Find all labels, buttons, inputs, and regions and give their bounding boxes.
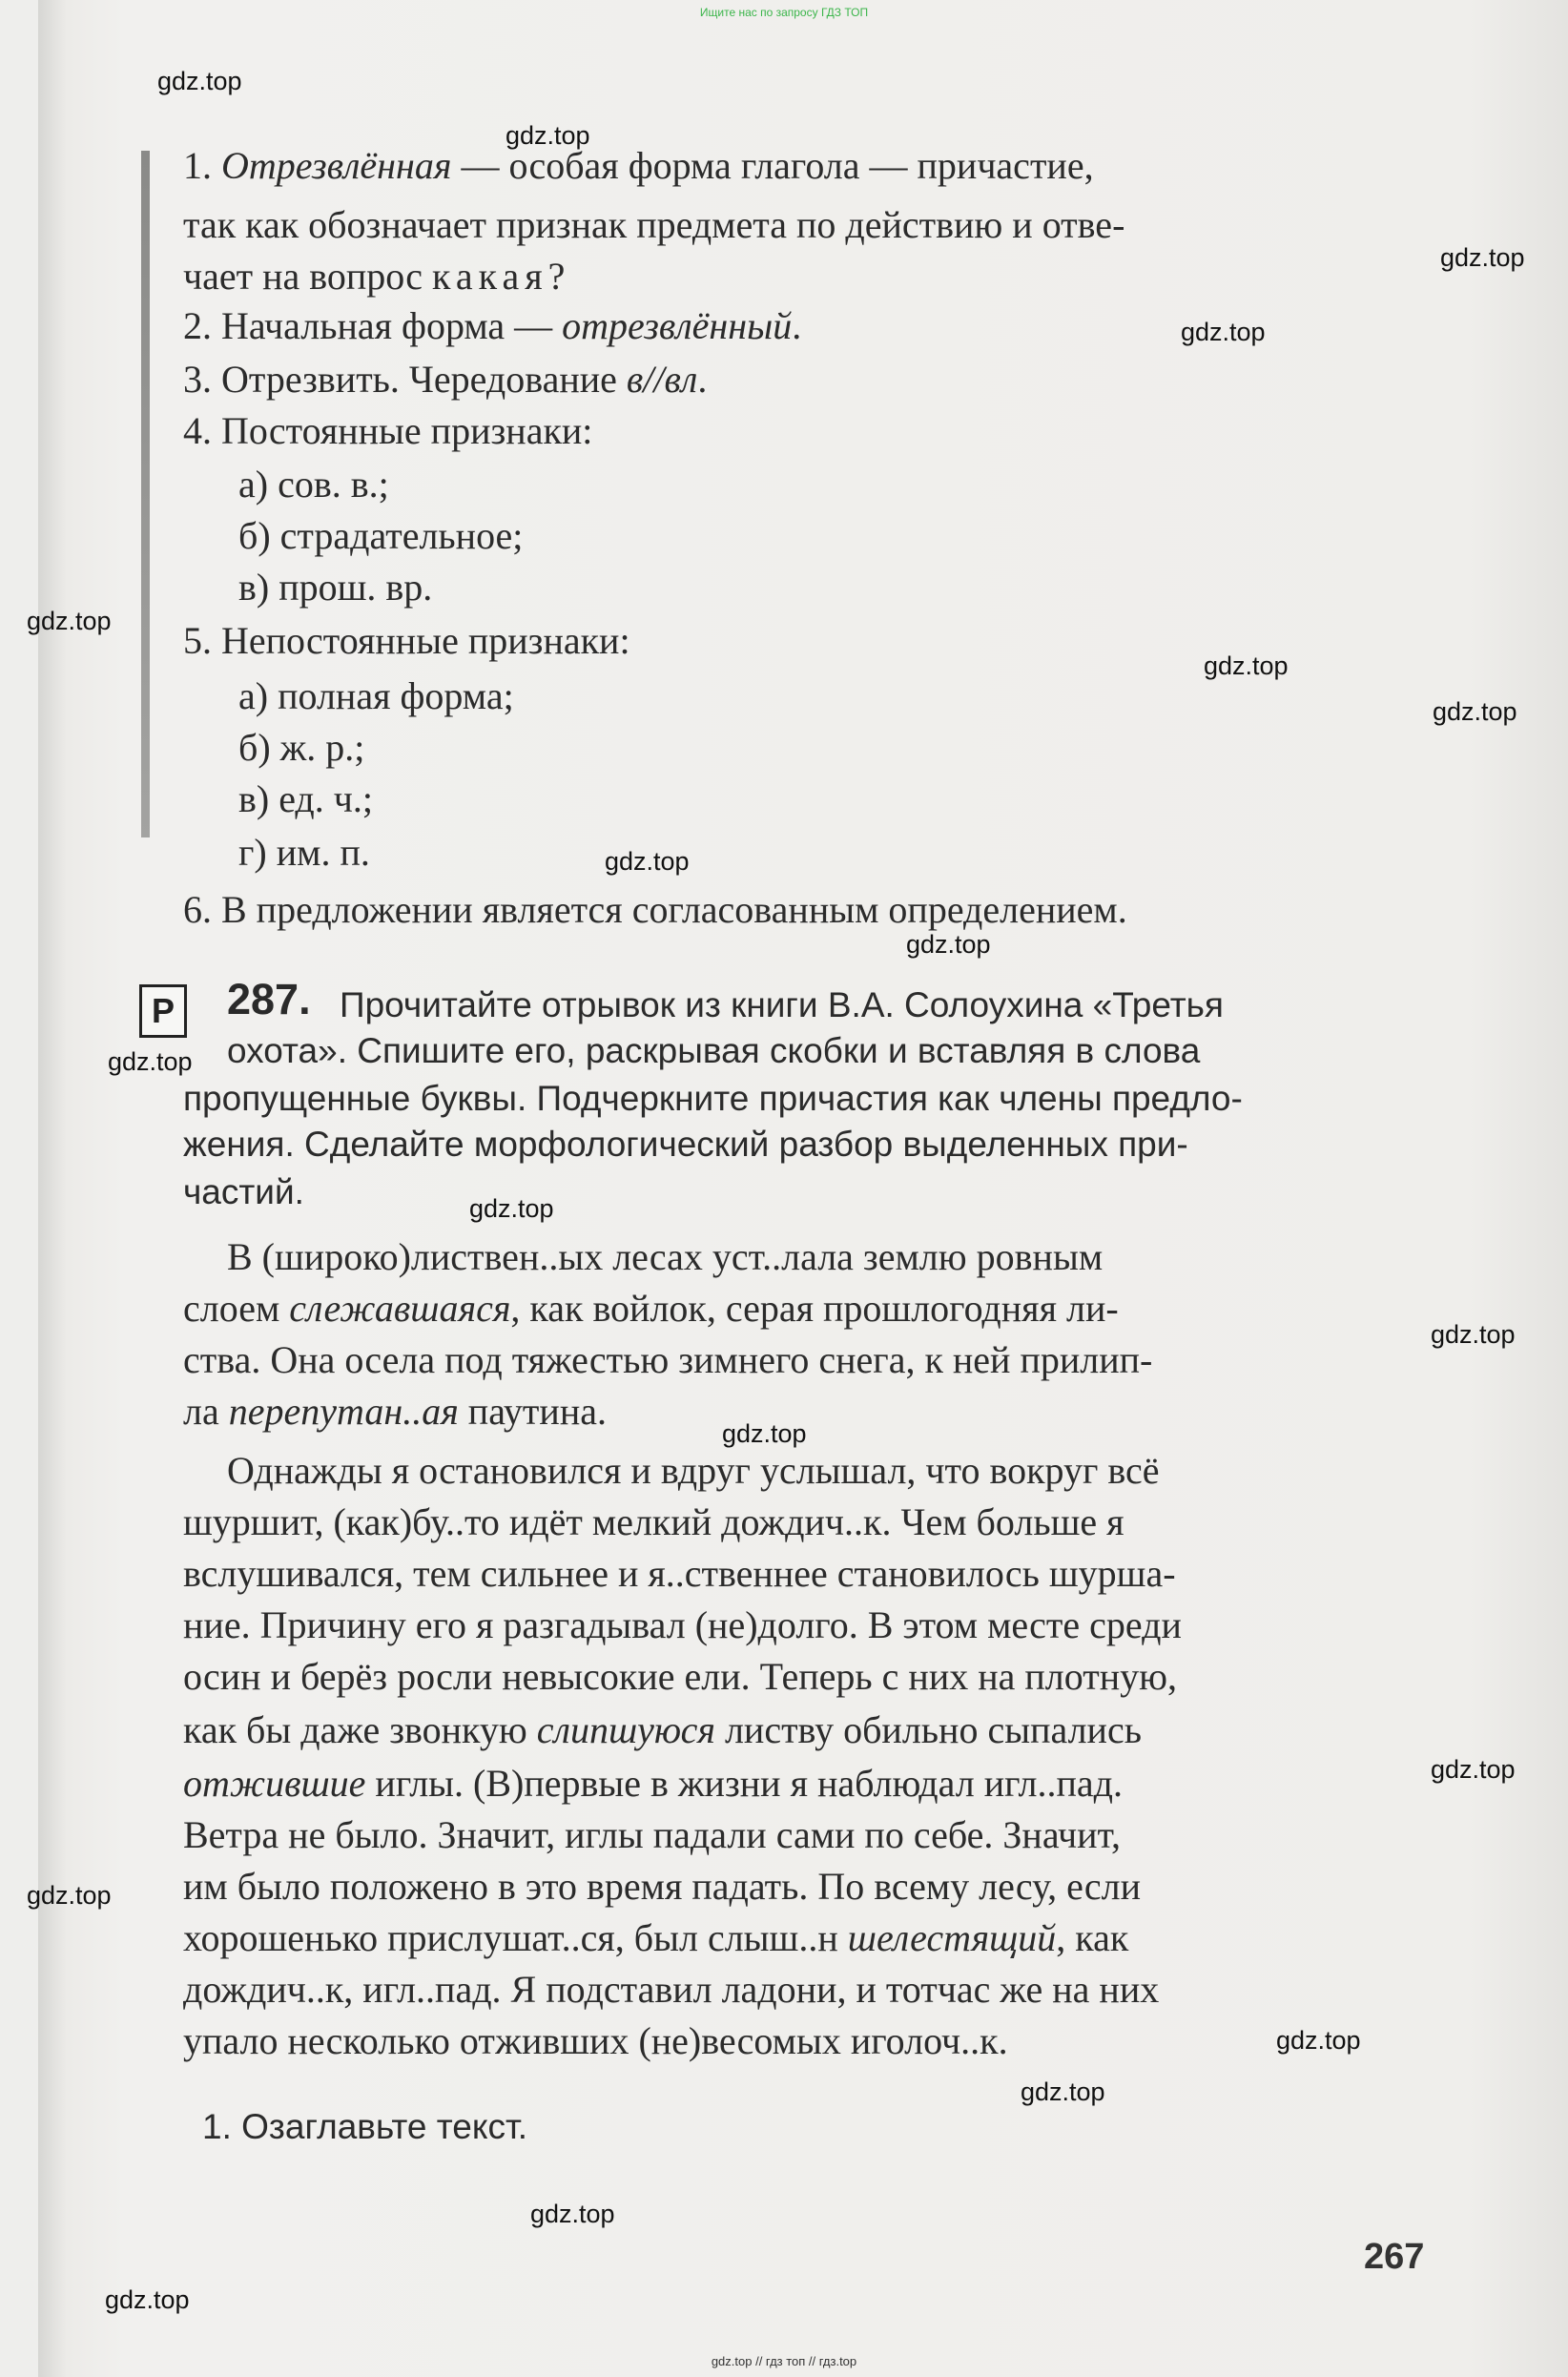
task-text-line: Прочитайте отрывок из книги В.А. Солоухина «Третья [340, 985, 1224, 1024]
task-number: 287. [227, 975, 311, 1023]
watermark: gdz.top [1431, 1320, 1516, 1349]
passage-line: осин и берёз росли невысокие ели. Теперь с них на плотную, [183, 1655, 1178, 1698]
analysis-subitem: а) полная форма; [238, 674, 514, 717]
passage-line: Однажды я остановился и вдруг услышал, что вокруг всё [227, 1449, 1160, 1492]
passage-line: упало несколько отживших (не)весомых иголоч..к. [183, 2019, 1008, 2062]
analysis-text-line: чает на вопрос какая? [183, 255, 566, 298]
task-text-line: пропущенные буквы. Подчеркните причастия как члены предло- [183, 1079, 1243, 1118]
passage-line: В (широко)листвен..ых лесах уст..лала землю ровным [227, 1235, 1104, 1278]
watermark: gdz.top [722, 1419, 807, 1448]
task-text-line: охота». Спишите его, раскрывая скобки и вставляя в слова [227, 1031, 1201, 1070]
watermark: gdz.top [1431, 1755, 1516, 1784]
passage-line: ства. Она осела под тяжестью зимнего снега, к ней прилип- [183, 1338, 1153, 1381]
analysis-text-line: так как обозначает признак предмета по действию и отве- [183, 203, 1125, 246]
watermark: gdz.top [530, 2200, 615, 2228]
watermark: gdz.top [505, 121, 590, 150]
analysis-subitem: а) сов. в.; [238, 463, 389, 506]
page-number: 267 [1364, 2237, 1425, 2277]
passage-line: слоем слежавшаяся, как войлок, серая прошлогодняя ли- [183, 1287, 1119, 1330]
bottom-banner: gdz.top // гдз топ // гдз.top [711, 2354, 857, 2368]
watermark: gdz.top [1021, 2077, 1105, 2106]
passage-line: им было положено в это время падать. По всему лесу, если [183, 1865, 1141, 1908]
passage-line: шуршит, (как)бу..то идёт мелкий дождич..к. Чем больше я [183, 1500, 1124, 1543]
analysis-subitem: в) прош. вр. [238, 566, 433, 609]
analysis-subitem: б) ж. р.; [238, 726, 365, 769]
analysis-point-6: 6. В предложении является согласованным определением. [183, 888, 1127, 931]
analysis-point-2: 2. Начальная форма — отрезвлённый. [183, 304, 802, 347]
question-1: 1. Озаглавьте текст. [202, 2107, 528, 2146]
analysis-subitem: в) ед. ч.; [238, 777, 374, 820]
watermark: gdz.top [27, 1881, 112, 1910]
watermark: gdz.top [1276, 2026, 1361, 2055]
analysis-point-1: 1. Отрезвлённая — особая форма глагола — причастие, [183, 144, 1094, 187]
analysis-point-3: 3. Отрезвить. Чередование в//вл. [183, 358, 708, 401]
watermark: gdz.top [1433, 697, 1517, 726]
watermark: gdz.top [1440, 243, 1525, 272]
top-banner: Ищите нас по запросу ГДЗ ТОП [699, 6, 869, 19]
passage-line: ние. Причину его я разгадывал (не)долго. В этом месте среди [183, 1603, 1182, 1646]
watermark: gdz.top [605, 847, 690, 876]
analysis-subitem: б) страдательное; [238, 514, 524, 557]
passage-line: вслушивался, тем сильнее и я..ственнее становилось шурша- [183, 1552, 1176, 1595]
passage-line: дождич..к, игл..пад. Я подставил ладони, и тотчас же на них [183, 1968, 1160, 2011]
task-text-line: жения. Сделайте морфологический разбор выделенных при- [183, 1125, 1188, 1164]
watermark: gdz.top [27, 607, 112, 635]
analysis-subitem: г) им. п. [238, 831, 370, 874]
analysis-point-5: 5. Непостоянные признаки: [183, 619, 630, 662]
watermark: gdz.top [906, 930, 991, 959]
passage-line: как бы даже звонкую слипшуюся листву обильно сыпались [183, 1708, 1142, 1751]
task-text-line: частий. [183, 1172, 304, 1211]
watermark: gdz.top [469, 1194, 554, 1223]
passage-line: Ветра не было. Значит, иглы падали сами по себе. Значит, [183, 1813, 1121, 1856]
passage-line: ла перепутан..ая паутина. [183, 1390, 607, 1433]
watermark: gdz.top [108, 1047, 193, 1076]
task-marker: Р [139, 984, 187, 1038]
watermark: gdz.top [157, 67, 242, 95]
watermark: gdz.top [105, 2285, 190, 2314]
sidebar-bar [141, 151, 150, 837]
analysis-point-4: 4. Постоянные признаки: [183, 409, 593, 452]
watermark: gdz.top [1181, 318, 1266, 346]
watermark: gdz.top [1204, 651, 1289, 680]
passage-line: отжившие иглы. (В)первые в жизни я наблюдал игл..пад. [183, 1762, 1123, 1805]
passage-line: хорошенько прислушат..ся, был слыш..н шелестящий, как [183, 1916, 1129, 1959]
